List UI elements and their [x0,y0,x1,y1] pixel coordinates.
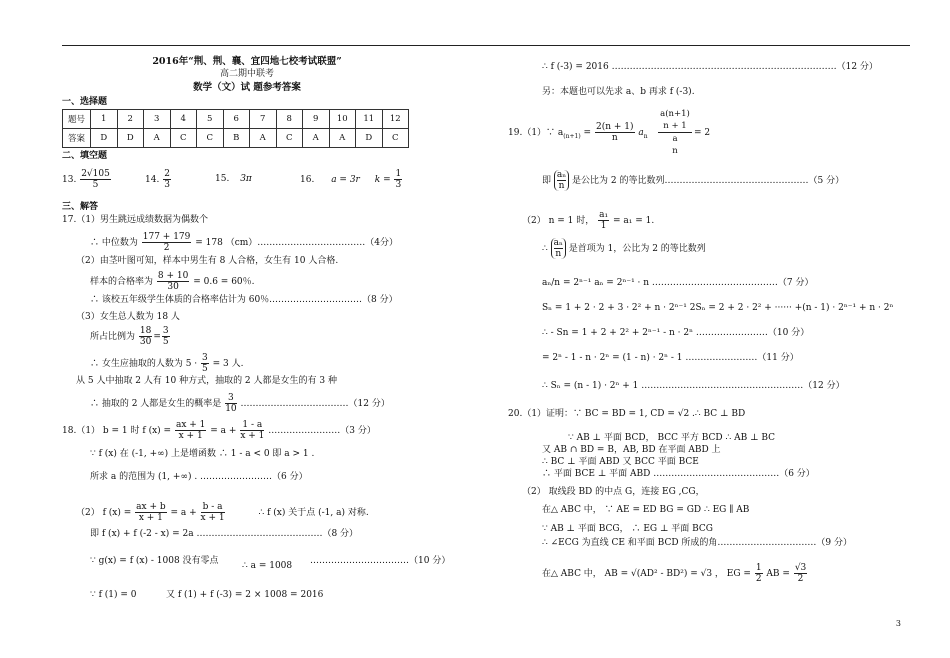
q-cell: 9 [303,110,330,129]
p20-calc-n2: √3 [794,563,807,573]
p18-g: ∵ g(x) = f (x) - 1008 没有零点 [90,556,219,566]
p18-increasing: ∵ f (x) 在 (-1, +∞) 上是增函数 ∴ 1 - a < 0 即 a > 1 . [90,449,315,459]
p17-prob-pre: ∴ 抽取的 2 人都是女生的概率是 [90,399,222,409]
a-cell: D [356,129,383,148]
q13-fraction [80,169,111,190]
p18-2-post: ∴ f (x) 关于点 (-1, a) 对称. [258,508,369,518]
p19-1-num: 2(n + 1) [595,122,634,132]
p17-line3: （3）女生总人数为 18 人 [76,312,180,322]
p20-calc-frac2 [794,563,807,584]
p18-1-pre: 18.（1） b = 1 时 f (x) = [62,426,172,436]
p19-first [542,238,706,259]
p18-note: 另：本题也可以先求 a、b 再求 f (-3). [542,87,695,97]
p19-sn: Sₙ = 1 + 2 · 2 + 3 · 2² + n · 2ⁿ⁻¹ 2Sₙ = 2 + 2 · 2² + ······ +(n - 1) · 2ⁿ⁻¹ + n · 2ⁿ [542,303,894,313]
q-cell: 8 [276,110,303,129]
p20-calc-mid: AB = [766,569,790,579]
p19-result: ∴ Sₙ = (n - 1) · 2ⁿ + 1 ………………………………………………（12 分） [542,381,845,391]
p17-prob-post: ………………………………（12 分） [240,399,390,409]
p19-subtract: ∴ - Sn = 1 + 2 + 2² + 2ⁿ⁻¹ - n · 2ⁿ ……………………（10 分） [542,328,810,338]
p19-rhs-mid: n + 1 [658,120,692,133]
p19-general: aₙ/n = 2ⁿ⁻¹ aₙ = 2ⁿ⁻¹ · n ……………………………………（7 分） [542,278,814,288]
p20-ab: ∵ AB ⊥ 平面 BCD， BCC 平方 BCD ∴ AB ⊥ BC [568,433,776,443]
p20-angle: ∴ ∠ECG 为直线 CE 和平面 BCD 所成的角……………………………（9 分） [542,538,853,548]
p17-rate-den: 30 [167,282,179,292]
a-cell: D [117,129,144,148]
p17-ratio-d1: 30 [139,337,152,347]
p19-rhs-bot: a [672,134,678,144]
section-choice-title: 一、选择题 [62,97,108,107]
p18-1-n1: ax + 1 [175,420,206,430]
p18-part2 [76,502,369,523]
p19-1-rhs-eq: = 2 [694,128,711,138]
p18-f3: ∴ f (-3) = 2016 …………………………………………………………………（12 分） [542,62,878,72]
p19-seq [542,170,844,191]
p19-part2 [522,210,654,231]
p17-draw-post: = 3 人. [212,359,244,369]
q-cell: 2 [117,110,144,129]
p17-line1: 17.（1）男生跳远成绩数据为偶数个 [62,215,209,225]
p17-prob-den: 10 [225,404,237,414]
q16-answer-a: a = 3r [331,175,360,185]
q15 [215,174,252,185]
a-cell: C [170,129,197,148]
p18-1-frac1 [175,420,206,441]
p17-rate-post: = 0.6 = 60％. [193,277,255,287]
p19-seq-brace [554,170,569,191]
p19-first-top: aₙ [553,238,563,248]
q13-den: 5 [92,180,99,190]
p17-prob-frac [225,393,236,414]
p18-range: 所求 a 的范围为 (1, +∞) . ……………………（6 分） [90,472,308,482]
p19-2-pre: （2） n = 1 时， [522,216,595,226]
p17-median-num: 177 + 179 [142,232,191,242]
p20-part1: 20.（1）证明：∵ BC = BD = 1, CD = √2 .∴ BC ⊥ BD [508,409,746,419]
p17-ratio: 所占比例为 $\frac{18}{30}$ = $\frac{3}{5}$ [90,326,169,347]
a-cell: B [223,129,250,148]
p18-2-frac1 [135,502,166,523]
q-cell: 4 [170,110,197,129]
p18-part1 [62,420,376,441]
p17-draw-num: 3 [202,353,208,363]
p20-part2: （2） 取线段 BD 的中点 G，连接 EG ,CG， [522,487,705,497]
p17-median-pre: ∴ 中位数为 [90,238,138,248]
p20-perp: ∵ AB ⊥ 平面 BCG， ∴ EG ⊥ 平面 BCG [542,524,713,534]
q-cell: 12 [382,110,409,129]
q14-den: 3 [164,180,170,190]
p18-1-d2: x + 1 [240,431,265,441]
p17-median-den: 2 [163,243,170,253]
p19-seq-bot: n [558,181,565,191]
p18-1-mid: = a + [210,426,237,436]
p20-bc: ∴ BC ⊥ 平面 ABD 又 BCC 平面 BCE [542,457,699,467]
p20-ab2: 又 AB ∩ BD = B，AB, BD 在平面 ABD 上 [542,445,721,455]
question-row [63,110,409,129]
q14 [145,169,172,190]
p17-estimate: ∴ 该校五年级学生体质的合格率估计为 60％.…………………………（8 分） [90,295,398,305]
q16 [300,169,403,190]
p19-first-brace [551,238,566,259]
q16-answer-k: k = [374,175,391,185]
a-cell: D [91,129,118,148]
p18-f1: ∵ f (1) = 0 [90,590,137,600]
fill-answers [62,169,112,190]
p17-rate-num: 8 + 10 [157,271,189,281]
p18-g-a: ∴ a = 1008 [242,561,293,571]
p17-ways: 从 5 人中抽取 2 人有 10 种方式，抽取的 2 人都是女生的有 3 种 [76,376,337,386]
p20-calc-n1: 1 [755,563,762,573]
section-solve-title: 三、解答 [62,202,99,212]
a-cell: A [144,129,171,148]
doc-title: 数学（文）试 题参考答案 [193,82,301,93]
q-cell: 7 [250,110,277,129]
q14-fraction [163,169,171,190]
p17-ratio-frac1 [139,326,152,347]
p19-seq-top: aₙ [556,170,567,180]
q-cell: 11 [356,110,383,129]
p17-prob-num: 3 [225,393,236,404]
p18-1-frac2 [240,420,264,441]
q16-label: 16. [300,175,315,185]
p20-calc-d2: 2 [797,574,804,584]
p18-2-pre: （2） f (x) = [76,508,132,518]
p18-1-post: ……………………（3 分） [268,426,376,436]
p19-first-bot: n [555,249,562,259]
p19-1-eq: = [583,128,592,138]
q15-answer: 3π [240,174,252,184]
q15-label: 15. [215,174,230,184]
p18-1-d1: x + 1 [178,431,203,441]
p19-rhs-top: a(n+1) [660,109,690,119]
q-cell: 5 [197,110,224,129]
p17-prob [90,393,390,414]
section-fill-title: 二、填空题 [62,151,108,161]
p20-calc-d1: 2 [755,574,762,584]
p17-draw-den: 5 [202,364,208,374]
header-rule [62,45,910,46]
p17-rate-pre: 样本的合格率为 [90,277,154,287]
q-cell: 10 [329,110,356,129]
q16-den: 3 [395,180,402,190]
p17-draw [90,353,244,374]
p19-2-den: 1 [600,221,607,231]
p19-rhs-n: n [672,146,678,156]
q-cell: 6 [223,110,250,129]
question-header: 题号 [63,110,91,129]
p17-median-post: = 178 （cm）………………………………（4分） [195,238,398,248]
p17-rate-frac [157,271,189,292]
p17-median [90,232,398,253]
p18-2-d1: x + 1 [138,513,163,523]
q13-num: 2√105 [81,169,110,179]
p18-2-n2: b - a [201,502,225,513]
a-cell: C [382,129,409,148]
answer-header: 答案 [63,129,91,148]
p17-median-frac [142,232,192,253]
q14-label: 14. [145,175,160,185]
p19-first-pre: ∴ [542,244,548,254]
q16-num: 1 [395,169,402,179]
answer-row [63,129,409,148]
p18-2-frac2 [201,502,225,523]
p18-symmetry: 即 f (x) + f (-2 - x) = 2a ……………………………………（8 分） [90,529,359,539]
p19-2-post: = a₁ = 1. [612,216,655,226]
p18-2-mid: = a + [170,508,197,518]
p19-1-den: n [611,133,618,143]
q16-fraction [394,169,402,190]
p19-seq-pre: 即 [542,176,552,186]
a-cell: A [329,129,356,148]
page-number: 3 [895,619,901,628]
a-cell: A [303,129,330,148]
a-cell: C [197,129,224,148]
q-cell: 1 [91,110,118,129]
p17-ratio-pre: 所占比例为 [90,332,136,342]
p20-calc-frac1 [755,563,763,584]
p17-rate [90,271,255,292]
p17-ratio-n2: 3 [162,326,169,336]
p19-seq-post: 是公比为 2 的等比数列…………………………………………（5 分） [572,176,845,186]
a-cell: C [276,129,303,148]
q13-label: 13. [62,175,77,185]
exam-title: 2016年“荆、荆、襄、宜四地七校考试联盟” [152,56,342,67]
p20-triangle: 在△ ABC 中， ∵ AE = ED BG = GD ∴ EG ∥ AB [542,505,750,515]
p19-1-pre: 19.（1）∵ a [508,128,564,138]
p19-part1: 19.（1）∵ $a_{(n+1)}$ = $\frac{2(n + 1)}{n}$ $a_n$ [508,122,648,143]
p19-sum: = 2ⁿ - 1 - n · 2ⁿ = (1 - n) · 2ⁿ - 1 ……………………（11 分） [542,353,799,363]
p20-calc [542,563,808,584]
p18-g-score: ……………………………（10 分） [310,556,451,566]
p18-2-d2: x + 1 [200,513,225,523]
p18-f1-sum: 又 f (1) + f (-3) = 2 × 1008 = 2016 [166,590,324,600]
p18-2-n1: ax + b [136,502,166,512]
p17-line2: （2）由茎叶图可知，样本中男生有 8 人合格，女生有 10 人合格. [76,256,339,266]
p19-first-post: 是首项为 1，公比为 2 的等比数列 [568,244,706,254]
p17-draw-frac [201,353,209,374]
p19-1-an: a [638,128,644,138]
p19-2-frac [598,210,609,231]
p18-1-n2: 1 - a [240,420,264,431]
p20-bce: ∴ 平面 BCE ⊥ 平面 ABD ……………………………………（6 分） [542,469,815,479]
a-cell: A [250,129,277,148]
p17-ratio-n1: 18 [139,326,152,336]
p20-calc-pre: 在△ ABC 中， AB = √(AD² - BD²) = √3 ， EG = [542,569,751,579]
p17-ratio-frac2 [162,326,170,347]
exam-subtitle: 高二期中联考 [219,69,274,79]
q-cell: 3 [144,110,171,129]
p19-2-num: a₁ [599,210,609,220]
p19-1-rhs [658,108,692,157]
p17-draw-pre: ∴ 女生应抽取的人数为 5 · [90,359,198,369]
q14-num: 2 [164,169,170,179]
p17-ratio-d2: 5 [162,337,169,347]
answer-table [62,109,409,148]
p19-1-frac [595,122,635,143]
